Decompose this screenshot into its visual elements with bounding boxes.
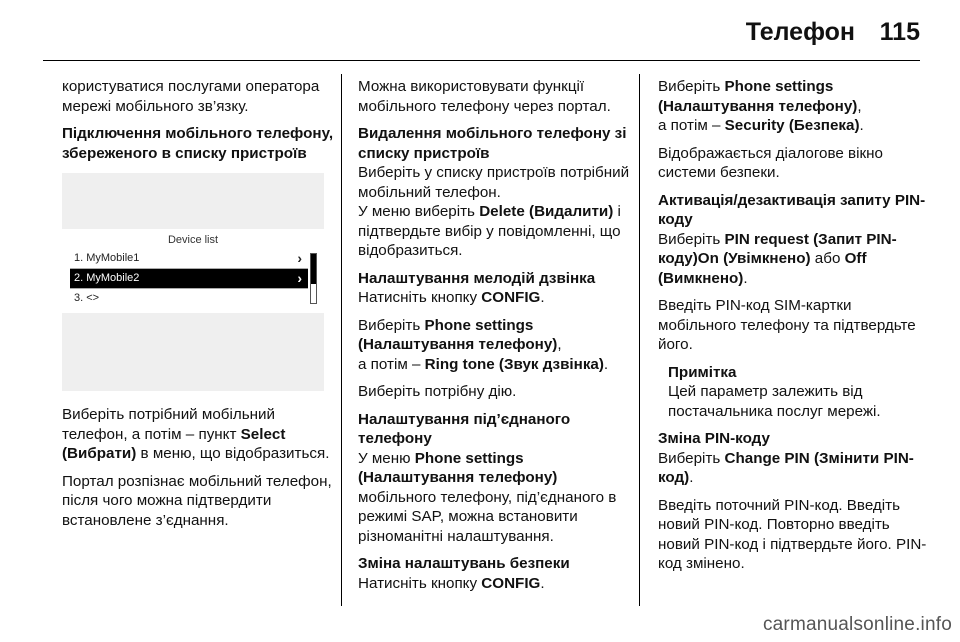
paragraph: Портал розпізнає мобільний телефон, після чого можна підтвердити встановлене з’єднання. (62, 472, 332, 529)
paragraph: Виберіть потрібний мобільний телефон, а потім – пункт Select (Вибрати) в меню, що відобразиться. (62, 406, 330, 462)
device-list-item-label: 3. <> (74, 292, 100, 304)
watermark: carmanualsonline.info (762, 614, 952, 635)
chevron-right-icon: › (297, 250, 302, 266)
paragraph: Відображається діалогове вікно системи безпеки. (658, 144, 883, 181)
column-separator (341, 74, 342, 606)
paragraph: Можна використовувати функції мобільного телефону через портал. (358, 78, 611, 115)
note-box (668, 363, 928, 422)
paragraph: Виберіть PIN request (Запит PIN-коду)On (Увімкнено) або Off (Вимкнено). (658, 230, 897, 287)
device-list-item-label: 2. MyMobile2 (74, 272, 140, 284)
section-heading: Видалення мобільного телефону зі списку пристроїв (358, 125, 627, 162)
section-heading: Підключення мобільного телефону, збереженого в списку пристроїв (62, 125, 334, 162)
page-header (0, 0, 960, 60)
paragraph: У меню Phone settings (Налаштування телефону) мобільного телефону, під’єднаного в режимі SAP, можна встановити різноманітні налаштування. (358, 449, 617, 545)
paragraph: Виберіть у списку пристроїв потрібний мобільний телефон. У меню виберіть Delete (Видалити) і підтвердьте вибір у повідомленні, що відобразиться. (358, 164, 630, 259)
paragraph: Виберіть потрібну дію. (358, 383, 517, 400)
scrollbar-thumb[interactable] (311, 254, 316, 284)
device-list-item-label: 1. MyMobile1 (74, 252, 140, 264)
device-list-item[interactable] (70, 249, 308, 268)
device-list-title: Device list (167, 234, 219, 246)
section-heading: Налаштування мелодій дзвінка (358, 269, 596, 287)
device-list-screen (62, 229, 324, 313)
column-3 (658, 77, 928, 582)
paragraph: Натисніть кнопку CONFIG. (358, 289, 545, 306)
scrollbar[interactable] (310, 253, 317, 304)
paragraph: Введіть PIN-код SIM-картки мобільного телефону та підтвердьте його. (658, 297, 916, 353)
section-heading: Налаштування під’єднаного телефону (358, 410, 571, 447)
header-rule (43, 60, 920, 61)
paragraph: Виберіть Phone settings (Налаштування телефону), а потім – Ring tone (Звук дзвінка). (358, 316, 609, 373)
page-number: 115 (879, 18, 920, 46)
paragraph: користуватися послугами оператора мережі мобільного зв’язку. (62, 78, 320, 115)
device-list-figure (62, 173, 324, 391)
section-heading: Зміна PIN-коду (658, 430, 770, 447)
note-title: Примітка (668, 363, 737, 381)
column-separator (639, 74, 640, 606)
section-heading: Активація/дезактивація запиту PIN-коду (658, 191, 926, 228)
chevron-right-icon: › (297, 270, 302, 286)
paragraph: Натисніть кнопку CONFIG. (358, 574, 545, 592)
device-list-item-selected[interactable] (70, 269, 308, 288)
paragraph: Виберіть Phone settings (Налаштування телефону), а потім – Security (Безпека). (658, 78, 864, 134)
column-1 (62, 77, 337, 538)
section-heading: Зміна налаштувань безпеки (358, 555, 570, 572)
paragraph: Введіть поточний PIN-код. Введіть новий PIN-код. Повторно введіть новий PIN-код і підтвердьте його. PIN-код змінено. (658, 496, 927, 572)
note-text: Цей параметр залежить від постачальника послуг мережі. (668, 383, 881, 420)
page-title: Телефон (745, 18, 855, 46)
column-2 (358, 77, 636, 601)
paragraph: Виберіть Change PIN (Змінити PIN-код). (658, 449, 914, 486)
device-list-item[interactable] (70, 289, 308, 308)
